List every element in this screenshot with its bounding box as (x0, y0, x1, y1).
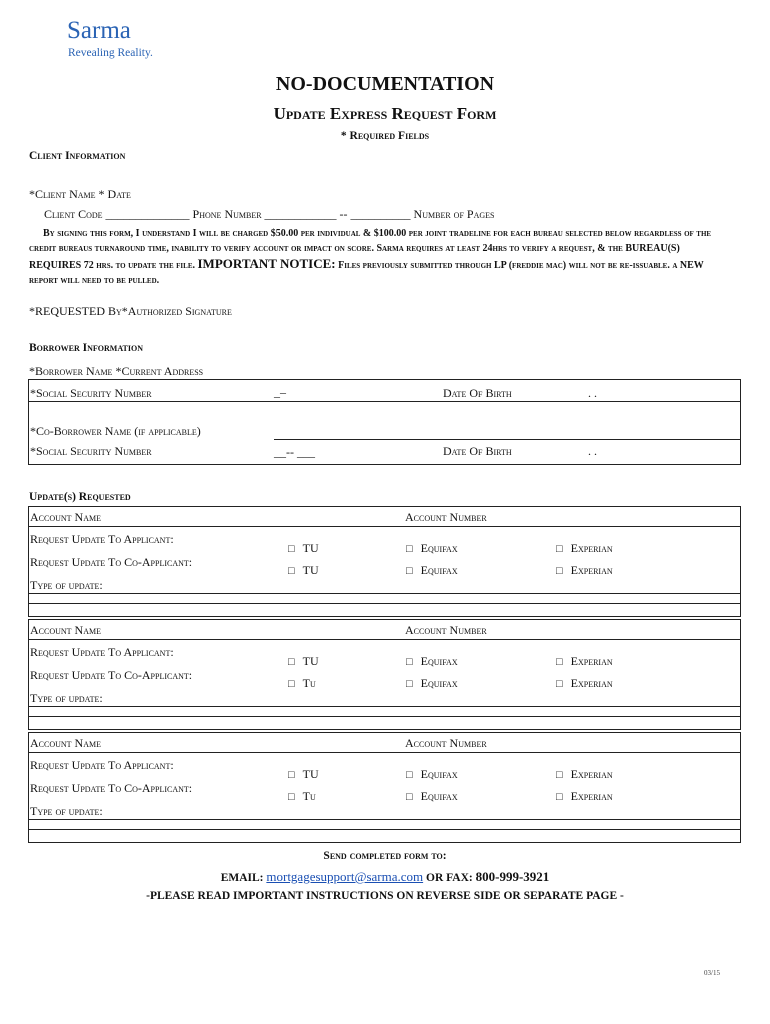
experian-label: Experian (570, 676, 613, 690)
reverse-side-instructions: -PLEASE READ IMPORTANT INSTRUCTIONS ON REVERSE SIDE OR SEPARATE PAGE - (146, 890, 624, 902)
fax-label: OR FAX: (426, 872, 473, 884)
form-subtitle: Update Express Request Form (273, 104, 497, 123)
checkbox-icon[interactable]: □ (288, 543, 295, 555)
account-number-label: Account Number (405, 623, 487, 637)
request-applicant-label: Request Update To Applicant: (30, 532, 174, 546)
tu-label: TU (302, 767, 319, 781)
account-number-label: Account Number (405, 736, 487, 750)
checkbox-icon[interactable]: □ (556, 791, 563, 803)
co-borrower-name-line[interactable] (274, 439, 740, 440)
type-of-update-field[interactable] (29, 829, 740, 830)
checkbox-icon[interactable]: □ (556, 769, 563, 781)
fax-number: 800-999-3921 (475, 869, 550, 884)
equifax-label: Equifax (420, 789, 458, 803)
account-name-label: Account Name (30, 510, 101, 524)
request-co-applicant-label: Request Update To Co-Applicant: (30, 555, 193, 569)
divider (28, 706, 741, 707)
checkbox-icon[interactable]: □ (288, 678, 295, 690)
experian-label: Experian (570, 654, 613, 668)
divider (28, 593, 741, 594)
equifax-option[interactable] (406, 563, 458, 578)
required-fields-note: * Required Fields (340, 130, 430, 142)
experian-label: Experian (570, 767, 613, 781)
co-borrower-name-label: *Co-Borrower Name (if applicable) (30, 424, 201, 438)
borrower-name-address-label: *Borrower Name *Current Address (29, 364, 204, 378)
checkbox-icon[interactable]: □ (406, 791, 413, 803)
lp-notice-text: Files previously submitted through LP (freddie mac) will not be re-issuable. a NEW report will need to be pulled. (29, 260, 704, 286)
divider (28, 639, 741, 640)
tu-option[interactable] (288, 789, 316, 804)
equifax-label: Equifax (420, 654, 458, 668)
ssn-field[interactable]: _– (274, 385, 286, 399)
checkbox-icon[interactable]: □ (288, 791, 295, 803)
experian-label: Experian (570, 563, 613, 577)
divider (28, 401, 741, 402)
important-notice-label: IMPORTANT NOTICE: (197, 256, 336, 271)
tu-option[interactable] (288, 541, 319, 556)
equifax-label: Equifax (420, 563, 458, 577)
equifax-option[interactable] (406, 541, 458, 556)
checkbox-icon[interactable]: □ (556, 656, 563, 668)
company-logo-name: Sarma (67, 17, 131, 44)
account-name-label: Account Name (30, 623, 101, 637)
checkbox-icon[interactable]: □ (556, 565, 563, 577)
equifax-option[interactable] (406, 676, 458, 691)
client-name-date-label: *Client Name * Date (29, 187, 131, 201)
request-co-applicant-label: Request Update To Co-Applicant: (30, 781, 193, 795)
tu-option[interactable] (288, 767, 319, 782)
checkbox-icon[interactable]: □ (406, 565, 413, 577)
dob-field[interactable]: . . (588, 386, 597, 400)
checkbox-icon[interactable]: □ (288, 565, 295, 577)
client-code-phone-pages-row: Client Code ______________ Phone Number ____________ -- __________ Number of Pages (44, 207, 495, 221)
request-applicant-label: Request Update To Applicant: (30, 758, 174, 772)
type-of-update-field[interactable] (29, 603, 740, 604)
checkbox-icon[interactable]: □ (288, 656, 295, 668)
experian-option[interactable] (556, 767, 613, 782)
email-label: EMAIL: (220, 872, 264, 884)
experian-option[interactable] (556, 676, 613, 691)
experian-option[interactable] (556, 654, 613, 669)
contact-line (0, 869, 770, 885)
equifax-label: Equifax (420, 676, 458, 690)
form-title: NO-DOCUMENTATION (275, 73, 495, 95)
type-of-update-field[interactable] (29, 716, 740, 717)
client-info-heading: Client Information (29, 150, 126, 162)
checkbox-icon[interactable]: □ (406, 543, 413, 555)
request-applicant-label: Request Update To Applicant: (30, 645, 174, 659)
checkbox-icon[interactable]: □ (556, 543, 563, 555)
co-dob-field[interactable]: . . (588, 444, 597, 458)
dob-label: Date Of Birth (443, 386, 512, 400)
account-name-label: Account Name (30, 736, 101, 750)
support-email-link[interactable]: mortgagesupport@sarma.com (266, 869, 424, 884)
borrower-info-heading: Borrower Information (29, 342, 143, 354)
charges-notice-text: By signing this form, I understand I will be charged $50.00 per individual & $100.00 per joint tradeline for each bureau selected below regardless of the credit bureaus turnaround time, inability to verify account or impact on score. Sarma requires at least 24hrs to verify a request, & the BUREAU(S) REQUIRES 72 hrs. to update the file. (29, 228, 712, 271)
experian-option[interactable] (556, 541, 613, 556)
checkbox-icon[interactable]: □ (406, 769, 413, 781)
checkbox-icon[interactable]: □ (556, 678, 563, 690)
equifax-option[interactable] (406, 789, 458, 804)
tu-option[interactable] (288, 676, 316, 691)
type-of-update-label: Type of update: (30, 578, 103, 592)
co-ssn-label: *Social Security Number (30, 444, 152, 458)
request-co-applicant-label: Request Update To Co-Applicant: (30, 668, 193, 682)
tu-label: TU (302, 654, 319, 668)
company-tagline: Revealing Reality. (68, 47, 153, 59)
checkbox-icon[interactable]: □ (288, 769, 295, 781)
tu-option[interactable] (288, 654, 319, 669)
tu-label: Tu (302, 676, 316, 690)
experian-label: Experian (570, 789, 613, 803)
updates-heading: Update(s) Requested (29, 491, 131, 503)
divider (28, 752, 741, 753)
equifax-option[interactable] (406, 654, 458, 669)
tu-label: Tu (302, 789, 316, 803)
requested-by-signature-label: *REQUESTED By*Authorized Signature (29, 304, 232, 318)
checkbox-icon[interactable]: □ (406, 656, 413, 668)
tu-label: TU (302, 541, 319, 555)
experian-option[interactable] (556, 789, 613, 804)
send-form-text: Send completed form to: (323, 850, 447, 862)
checkbox-icon[interactable]: □ (406, 678, 413, 690)
type-of-update-label: Type of update: (30, 691, 103, 705)
divider (28, 819, 741, 820)
equifax-label: Equifax (420, 767, 458, 781)
tu-option[interactable] (288, 563, 319, 578)
send-form-heading (0, 850, 770, 862)
experian-label: Experian (570, 541, 613, 555)
equifax-label: Equifax (420, 541, 458, 555)
co-dob-label: Date Of Birth (443, 444, 512, 458)
account-number-label: Account Number (405, 510, 487, 524)
co-ssn-field[interactable]: __-- ___ (274, 445, 315, 459)
type-of-update-label: Type of update: (30, 804, 103, 818)
equifax-option[interactable] (406, 767, 458, 782)
ssn-label: *Social Security Number (30, 386, 152, 400)
tu-label: TU (302, 563, 319, 577)
form-version: 03/15 (704, 969, 720, 977)
signing-notice (29, 226, 734, 288)
experian-option[interactable] (556, 563, 613, 578)
divider (28, 526, 741, 527)
